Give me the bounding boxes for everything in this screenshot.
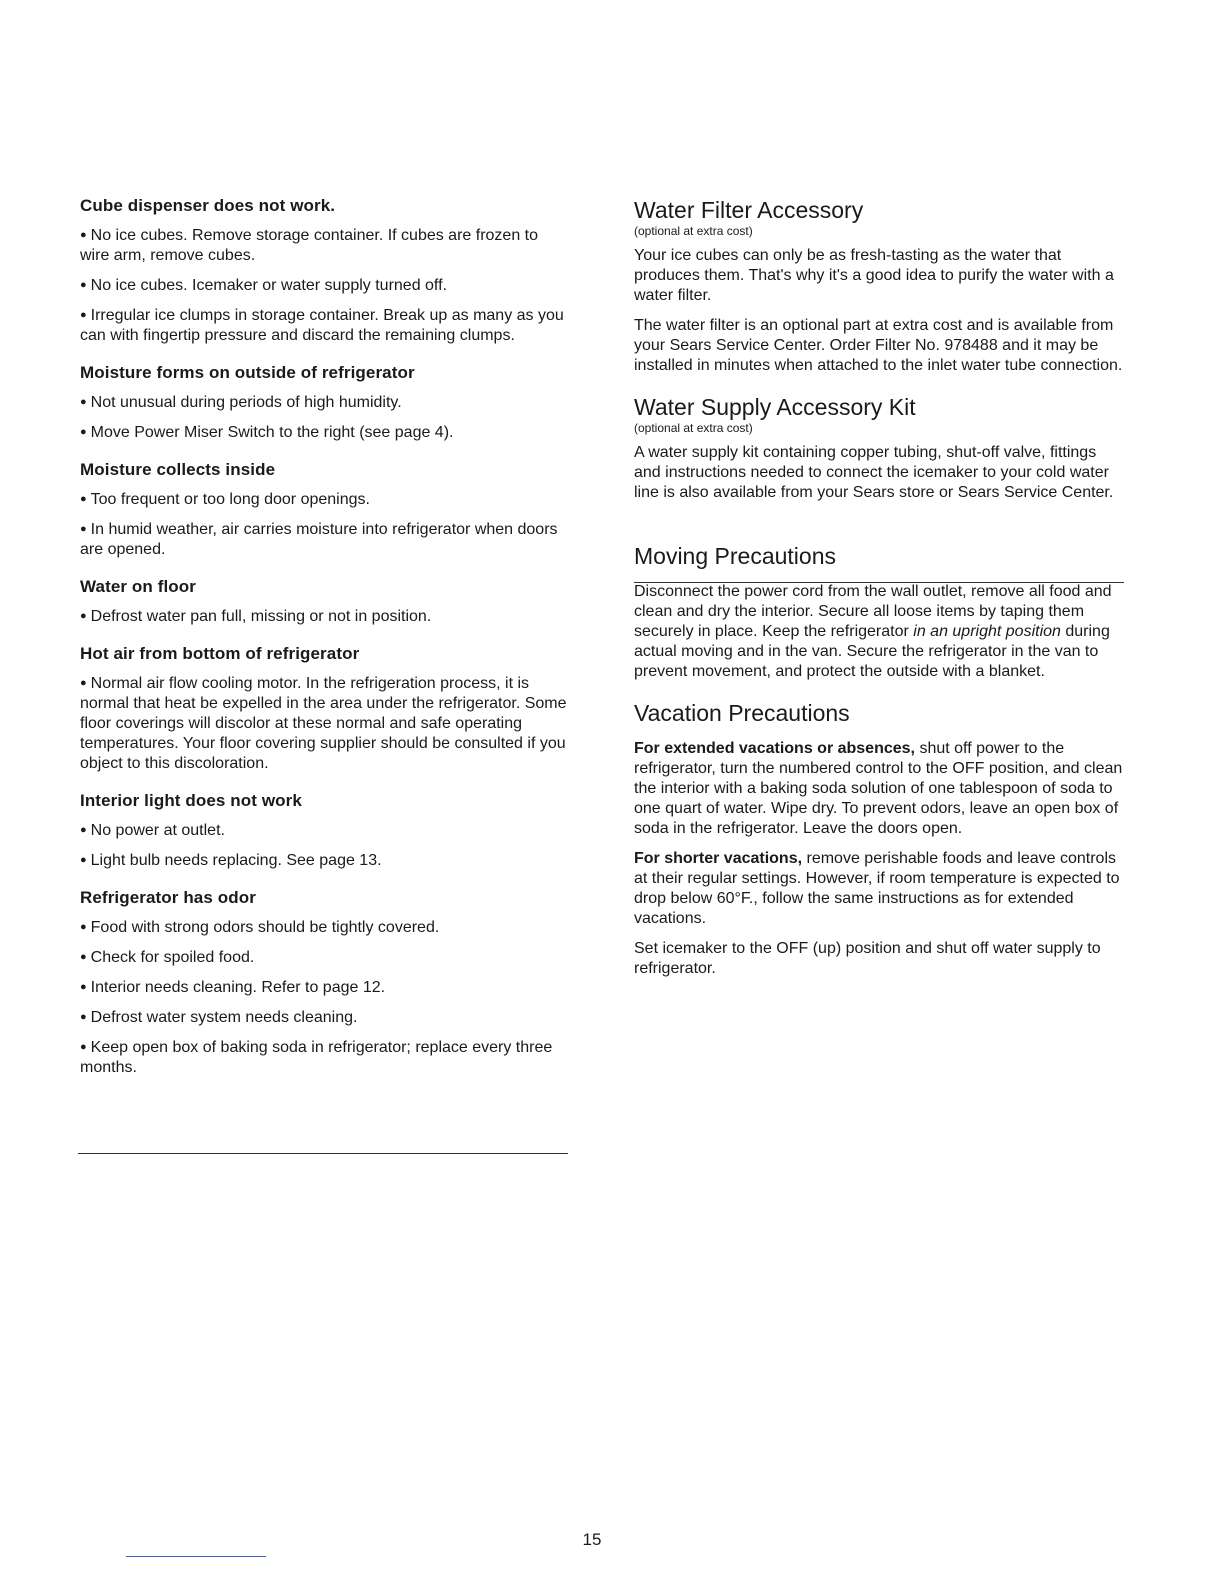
list-item-text: No ice cubes. Remove storage container. If cubes are frozen to wire arm, remove cubes. [80, 227, 539, 264]
bullet-icon: ● [80, 981, 87, 993]
section-subtitle: (optional at extra cost) [634, 421, 753, 435]
bullet-icon: ● [80, 854, 87, 866]
bullet-icon: ● [80, 1041, 87, 1053]
list-item-text: Interior needs cleaning. Refer to page 12. [90, 979, 386, 996]
bullet-icon: ● [80, 951, 87, 963]
bullet-icon: ● [80, 824, 87, 836]
section-heading: Moisture collects inside [80, 460, 276, 479]
list-item [80, 673, 570, 774]
troubleshooting-column [80, 196, 570, 1095]
section-vacation [634, 699, 1124, 979]
paragraph: Your ice cubes can only be as fresh-tasting as the water that produces them. That's why it's a good idea to purify the water with a water filter. [634, 247, 1114, 304]
section-water-supply [634, 393, 1124, 503]
section-heading: Water on floor [80, 577, 196, 596]
list-item-text: Defrost water pan full, missing or not in position. [90, 608, 432, 625]
section-moisture-inside [80, 460, 570, 560]
section-title: Water Filter Accessory [634, 197, 864, 223]
list-item-text: Keep open box of baking soda in refrigerator; replace every three months. [80, 1039, 553, 1076]
section-moving [634, 542, 1124, 682]
list-item-text: Move Power Miser Switch to the right (see page 4). [90, 424, 454, 441]
list-item [80, 606, 570, 627]
bullet-icon: ● [80, 1011, 87, 1023]
paragraph [634, 739, 1124, 839]
section-water-on-floor [80, 577, 570, 627]
footer-line [126, 1556, 266, 1557]
list-item [80, 489, 570, 510]
list-item [80, 305, 570, 346]
accessories-column [634, 196, 1124, 996]
list-item-text: In humid weather, air carries moisture into refrigerator when doors are opened. [80, 521, 558, 558]
list-item-text: No ice cubes. Icemaker or water supply turned off. [90, 277, 447, 294]
section-title: Water Supply Accessory Kit [634, 394, 916, 420]
section-heading: Hot air from bottom of refrigerator [80, 644, 360, 663]
list-item [80, 947, 570, 968]
page-number: 15 [582, 1530, 602, 1549]
section-water-filter [634, 196, 1124, 376]
section-hot-air [80, 644, 570, 774]
section-odor [80, 888, 570, 1078]
list-item-text: Too frequent or too long door openings. [90, 491, 370, 508]
list-item-text: Food with strong odors should be tightly covered. [90, 919, 440, 936]
bullet-icon: ● [80, 396, 87, 408]
paragraph-emphasis: in an upright position [913, 623, 1061, 640]
right-divider [634, 582, 1124, 583]
bullet-icon: ● [80, 229, 87, 241]
paragraph: A water supply kit containing copper tubing, shut-off valve, fittings and instructions needed to connect the icemaker to your cold water line is also available from your Sears store or Sears Service Center. [634, 444, 1114, 501]
bullet-icon: ● [80, 279, 87, 291]
section-moisture-outside [80, 363, 570, 443]
list-item [80, 1007, 570, 1028]
section-title: Moving Precautions [634, 543, 836, 569]
list-item [80, 519, 570, 560]
bullet-icon: ● [80, 493, 87, 505]
list-item-text: Defrost water system needs cleaning. [90, 1009, 358, 1026]
paragraph-lead: For extended vacations or absences, [634, 740, 915, 757]
list-item [80, 422, 570, 443]
bullet-icon: ● [80, 523, 87, 535]
paragraph [634, 582, 1124, 682]
list-item-text: Irregular ice clumps in storage container. Break up as many as you can with fingertip pressure and discard the remaining clumps. [80, 307, 564, 344]
section-heading: Refrigerator has odor [80, 888, 256, 907]
list-item [80, 225, 570, 266]
paragraph [634, 849, 1124, 929]
paragraph-text: Disconnect the power cord from the wall outlet, remove all food and clean and dry the interior. Secure all loose items by taping them securely in place. Keep the refrigerator [634, 583, 1112, 640]
section-interior-light [80, 791, 570, 871]
section-heading: Cube dispenser does not work. [80, 196, 336, 215]
section-cube-dispenser [80, 196, 570, 346]
list-item-text: Not unusual during periods of high humidity. [90, 394, 402, 411]
list-item-text: Check for spoiled food. [90, 949, 255, 966]
list-item [80, 1037, 570, 1078]
paragraph-text: remove perishable foods and leave controls at their regular settings. However, if room temperature is expected to drop below 60°F., follow the same instructions as for extended vacations. [634, 850, 1120, 927]
list-item-text: Light bulb needs replacing. See page 13. [90, 852, 382, 869]
section-heading: Moisture forms on outside of refrigerator [80, 363, 415, 382]
paragraph: Set icemaker to the OFF (up) position and shut off water supply to refrigerator. [634, 940, 1101, 977]
section-title: Vacation Precautions [634, 700, 850, 726]
paragraph-text: shut off power to the refrigerator, turn the numbered control to the OFF position, and clean the interior with a baking soda solution of one tablespoon of soda to one quart of water. Wipe dry. To prevent odors, leave an open box of soda in the refrigerator. Leave the doors open. [634, 740, 1123, 837]
list-item-text: Normal air flow cooling motor. In the refrigeration process, it is normal that heat be expelled in the area under the refrigerator. Some floor coverings will discolor at these normal and safe operating temperatures. Your floor covering supplier should be consulted if you object to this discoloration. [80, 675, 567, 772]
list-item [80, 977, 570, 998]
paragraph-text: during actual moving and in the van. Secure the refrigerator in the van to prevent movement, and protect the outside with a blanket. [634, 623, 1110, 680]
list-item [80, 917, 570, 938]
bullet-icon: ● [80, 309, 87, 321]
bullet-icon: ● [80, 677, 87, 689]
section-subtitle: (optional at extra cost) [634, 224, 753, 238]
list-item [80, 820, 570, 841]
list-item [80, 392, 570, 413]
list-item [80, 850, 570, 871]
paragraph: The water filter is an optional part at extra cost and is available from your Sears Service Center. Order Filter No. 978488 and it may be installed in minutes when attached to the inlet water tube connection. [634, 317, 1123, 374]
paragraph-lead: For shorter vacations, [634, 850, 803, 867]
list-item-text: No power at outlet. [90, 822, 225, 839]
section-heading: Interior light does not work [80, 791, 302, 810]
list-item [80, 275, 570, 296]
bullet-icon: ● [80, 426, 87, 438]
left-divider [78, 1153, 568, 1154]
bullet-icon: ● [80, 921, 87, 933]
bullet-icon: ● [80, 610, 87, 622]
